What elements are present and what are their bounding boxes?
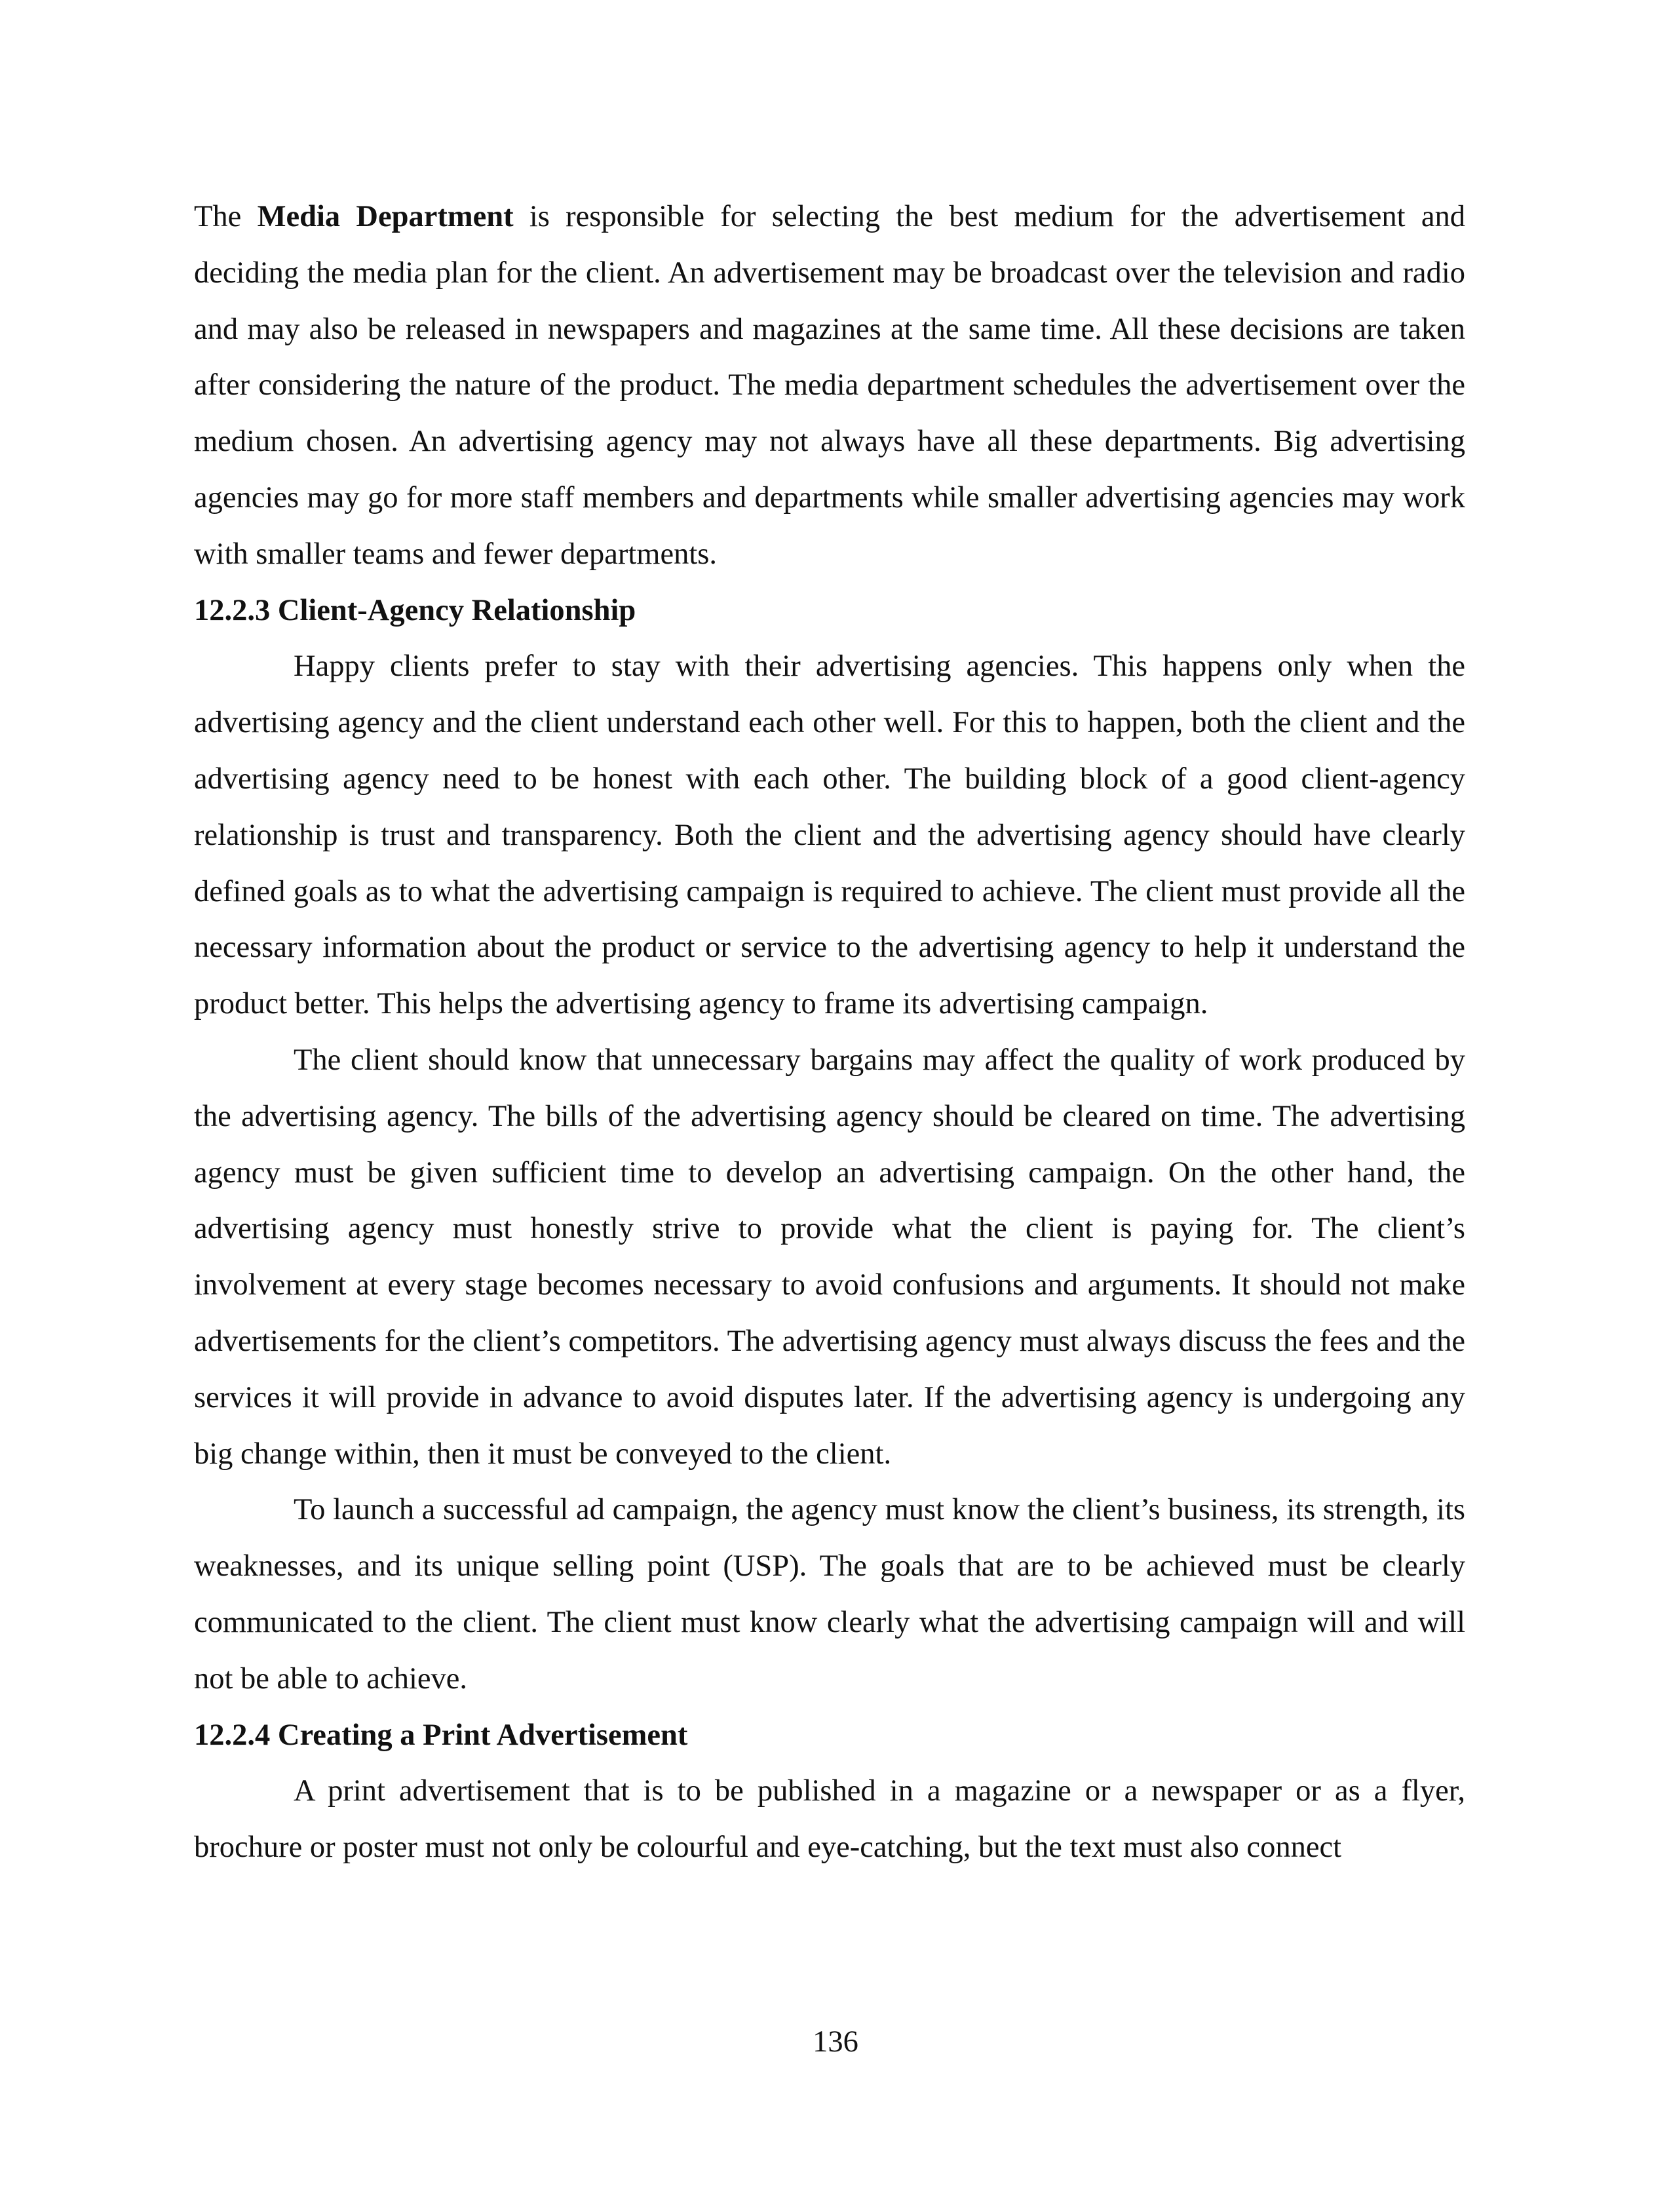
media-department-paragraph <box>194 189 1465 583</box>
paragraph-lead: The <box>194 200 258 233</box>
media-department-term: Media Department <box>257 200 514 233</box>
client-agency-paragraph-3: To launch a successful ad campaign, the agency must know the client’s business, its strength, its weaknesses, and its unique selling point (USP). The goals that are to be achieved must be clearly communicated to the client. The client must know clearly what the advertising campaign will and will not be able to achieve. <box>194 1493 1465 1696</box>
section-heading-client-agency-relationship: 12.2.3 Client-Agency Relationship <box>194 593 636 627</box>
client-agency-paragraph-2: The client should know that unnecessary bargains may affect the quality of work produced by the advertising agency. The bills of the advertising agency should be cleared on time. The advertising agency must be given sufficient time to develop an advertising campaign. On the other hand, the advertising agency must honestly strive to provide what the client is paying for. The client’s involvement at every stage becomes necessary to avoid confusions and arguments. It should not make advertisements for the client’s competitors. The advertising agency must always discuss the fees and the services it will provide in advance to avoid disputes later. If the advertising agency is undergoing any big change within, then it must be conveyed to the client. <box>194 1043 1465 1471</box>
section-heading-creating-print-advertisement: 12.2.4 Creating a Print Advertisement <box>194 1718 688 1752</box>
client-agency-paragraph-1: Happy clients prefer to stay with their advertising agencies. This happens only when the advertising agency and the client understand each other well. For this to happen, both the client and the advertising agency need to be honest with each other. The building block of a good client-agency relationship is trust and transparency. Both the client and the advertising agency should have clearly defined goals as to what the advertising campaign is required to achieve. The client must provide all the necessary information about the product or service to the advertising agency to help it understand the product better. This helps the advertising agency to frame its advertising campaign. <box>194 650 1465 1021</box>
print-advertisement-paragraph-1: A print advertisement that is to be published in a magazine or a newspaper or as a flyer, brochure or poster must not only be colourful and eye-catching, but the text must also connect <box>194 1774 1465 1865</box>
paragraph-text: is responsible for selecting the best medium for the advertisement and deciding the media plan for the client. An advertisement may be broadcast over the television and radio and may also be released in newspapers and magazines at the same time. All these decisions are taken after considering the nature of the product. The media department schedules the advertisement over the medium chosen. An advertising agency may not always have all these departments. Big advertising agencies may go for more staff members and departments while smaller advertising agencies may work with smaller teams and fewer departments. <box>194 200 1466 571</box>
page-body <box>194 189 1465 1876</box>
page-number: 136 <box>813 2025 858 2059</box>
